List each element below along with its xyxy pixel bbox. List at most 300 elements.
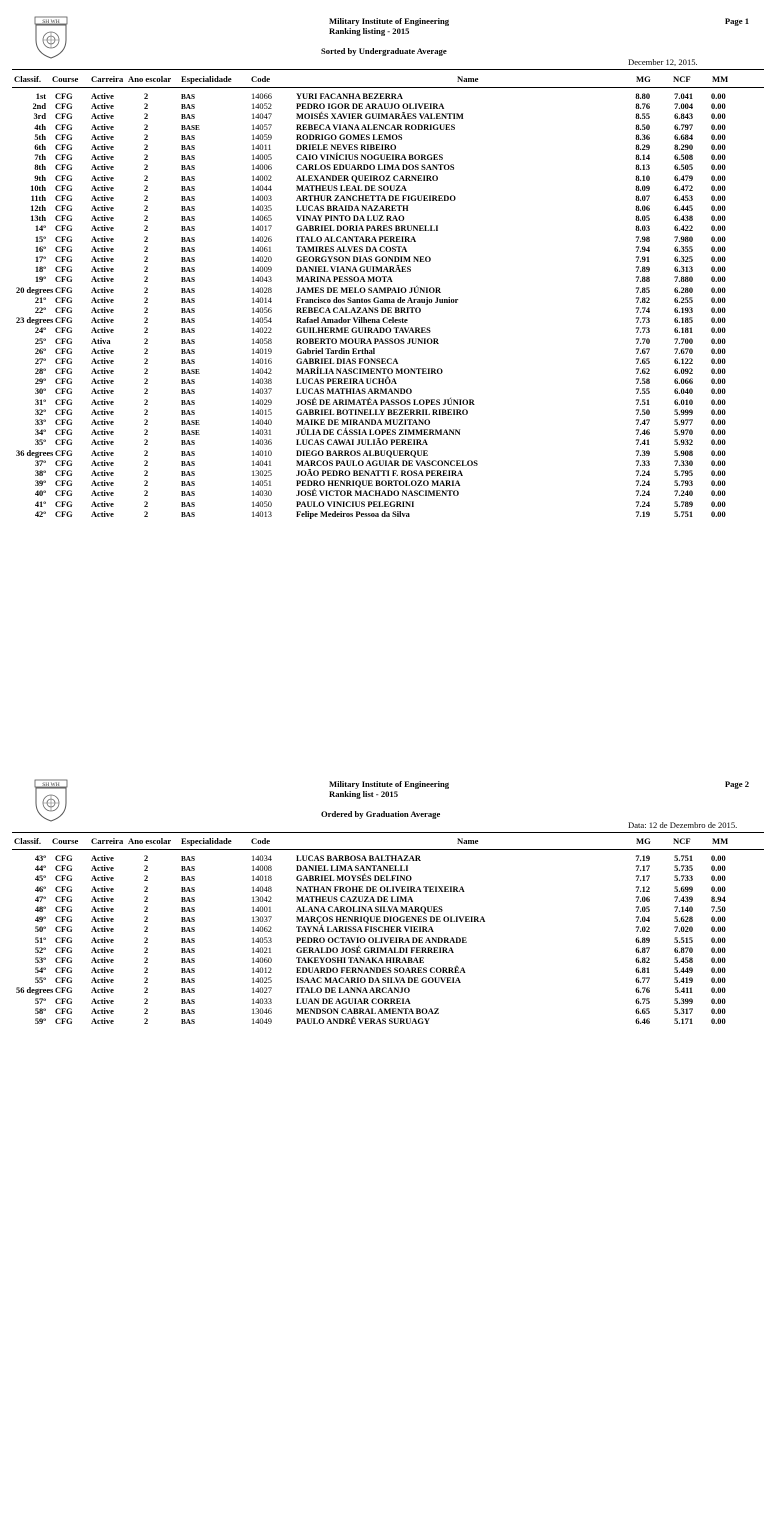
especialidade-cell: BAS — [181, 977, 195, 986]
ncf-cell: 6.453 — [674, 193, 693, 203]
mm-cell: 0.00 — [711, 122, 726, 132]
ano-cell: 2 — [144, 509, 149, 519]
code-cell: 14010 — [251, 448, 272, 458]
mm-cell: 0.00 — [711, 489, 726, 499]
mm-cell: 0.00 — [711, 204, 726, 214]
carreira-cell: Active — [91, 915, 114, 925]
course-cell: CFG — [55, 173, 73, 183]
ano-cell: 2 — [144, 387, 149, 397]
especialidade-cell: BAS — [181, 245, 195, 254]
table-row — [0, 489, 768, 499]
code-cell: 14025 — [251, 976, 272, 986]
mg-cell: 7.24 — [635, 468, 650, 478]
ano-cell: 2 — [144, 1017, 149, 1026]
ano-cell: 2 — [144, 356, 149, 366]
ano-cell: 2 — [144, 153, 149, 163]
ncf-cell: 6.355 — [674, 244, 693, 254]
carreira-cell: Active — [91, 153, 114, 163]
rank-cell: 3rd — [33, 112, 46, 122]
code-cell: 14015 — [251, 407, 272, 417]
rank-cell: 40º — [34, 489, 46, 499]
header-rule-bottom — [12, 87, 764, 88]
ano-cell: 2 — [144, 285, 149, 295]
rank-cell: 19º — [34, 275, 46, 285]
ano-cell: 2 — [144, 966, 149, 976]
code-cell: 14061 — [251, 244, 272, 254]
ncf-cell: 6.472 — [674, 183, 693, 193]
rank-cell: 45º — [34, 874, 46, 884]
especialidade-cell: BAS — [181, 439, 195, 448]
mg-cell: 7.47 — [635, 418, 650, 427]
rank-cell: 41º — [34, 499, 46, 509]
col-code: Code — [251, 836, 271, 846]
mm-cell: 0.00 — [711, 183, 726, 193]
course-cell: CFG — [55, 986, 73, 996]
ncf-cell: 5.449 — [674, 966, 693, 976]
especialidade-cell: BAS — [181, 926, 195, 935]
especialidade-cell: BAS — [181, 357, 195, 366]
name-cell: ROBERTO MOURA PASSOS JUNIOR — [296, 336, 439, 346]
mm-cell: 0.00 — [711, 438, 726, 448]
mg-cell: 7.50 — [635, 407, 650, 417]
name-cell: PEDRO OCTAVIO OLIVEIRA DE ANDRADE — [296, 935, 467, 945]
code-cell: 14014 — [251, 295, 272, 305]
mg-cell: 8.14 — [635, 153, 650, 163]
carreira-cell: Active — [91, 122, 114, 132]
name-cell: MAIKE DE MIRANDA MUZITANO — [296, 418, 431, 427]
especialidade-cell: BAS — [181, 194, 195, 203]
name-cell: GEORGYSON DIAS GONDIM NEO — [296, 255, 432, 264]
code-cell: 14012 — [251, 966, 272, 976]
name-cell: PEDRO HENRIQUE BORTOLOZO MARIA — [296, 479, 461, 489]
mm-cell: 0.00 — [711, 407, 726, 417]
mm-cell: 0.00 — [711, 1017, 726, 1026]
mm-cell: 0.00 — [711, 468, 726, 478]
carreira-cell: Active — [91, 326, 114, 336]
header-rule-bottom — [12, 849, 764, 850]
code-cell: 14053 — [251, 935, 272, 945]
code-cell: 14044 — [251, 183, 272, 193]
table-row — [0, 204, 768, 214]
mm-cell: 0.00 — [711, 458, 726, 468]
mm-cell: 0.00 — [711, 163, 726, 173]
carreira-cell: Active — [91, 295, 114, 305]
especialidade-cell: BAS — [181, 347, 195, 356]
carreira-cell: Active — [91, 193, 114, 203]
name-cell: JOSÉ VICTOR MACHADO NASCIMENTO — [296, 489, 460, 499]
ano-cell: 2 — [144, 305, 149, 315]
especialidade-cell: BAS — [181, 205, 195, 214]
table-row — [0, 895, 768, 905]
mm-cell: 0.00 — [711, 499, 726, 509]
ano-cell: 2 — [144, 316, 149, 326]
carreira-cell: Active — [91, 397, 114, 407]
mm-cell: 0.00 — [711, 316, 726, 326]
carreira-cell: Active — [91, 387, 114, 397]
especialidade-cell: BAS — [181, 1018, 195, 1026]
code-cell: 14059 — [251, 132, 272, 142]
mg-cell: 7.51 — [635, 397, 650, 407]
carreira-cell: Active — [91, 173, 114, 183]
mg-cell: 6.65 — [635, 1006, 650, 1016]
table-row — [0, 946, 768, 956]
col-course: Course — [52, 74, 79, 84]
ano-cell: 2 — [144, 234, 149, 244]
name-cell: JÚLIA DE CÁSSIA LOPES ZIMMERMANN — [296, 428, 461, 438]
rank-cell: 16º — [34, 244, 46, 254]
mm-cell: 0.00 — [711, 966, 726, 976]
ano-cell: 2 — [144, 407, 149, 417]
name-cell: REBECA VIANA ALENCAR RODRIGUES — [296, 122, 456, 132]
especialidade-cell: BAS — [181, 235, 195, 244]
course-cell: CFG — [55, 102, 73, 112]
carreira-cell: Active — [91, 163, 114, 173]
rank-cell: 57º — [34, 996, 46, 1006]
ncf-cell: 8.290 — [674, 142, 693, 152]
rank-cell: 26º — [34, 346, 46, 356]
name-cell: YURI FACANHA BEZERRA — [296, 92, 403, 101]
ano-cell: 2 — [144, 336, 149, 346]
carreira-cell: Active — [91, 102, 114, 112]
code-cell: 14043 — [251, 275, 272, 285]
especialidade-cell: BAS — [181, 510, 195, 519]
ano-cell: 2 — [144, 418, 149, 427]
carreira-cell: Active — [91, 935, 114, 945]
code-cell: 14056 — [251, 305, 272, 315]
table-row — [0, 143, 768, 153]
carreira-cell: Active — [91, 183, 114, 193]
mm-cell: 0.00 — [711, 265, 726, 275]
mm-cell: 0.00 — [711, 448, 726, 458]
ano-cell: 2 — [144, 468, 149, 478]
name-cell: TAMIRES ALVES DA COSTA — [296, 244, 408, 254]
especialidade-cell: BAS — [181, 154, 195, 163]
carreira-cell: Active — [91, 224, 114, 234]
ncf-cell: 5.733 — [674, 874, 693, 884]
mg-cell: 8.10 — [635, 173, 650, 183]
especialidade-cell: BAS — [181, 276, 195, 285]
table-row — [0, 337, 768, 347]
course-cell: CFG — [55, 945, 73, 955]
ano-cell: 2 — [144, 996, 149, 1006]
ncf-cell: 6.066 — [674, 377, 693, 387]
especialidade-cell: BAS — [181, 967, 195, 976]
code-cell: 14054 — [251, 316, 272, 326]
rank-cell: 27º — [34, 356, 46, 366]
ncf-cell: 5.515 — [674, 935, 693, 945]
name-cell: TAYNÁ LARISSA FISCHER VIEIRA — [296, 925, 434, 935]
rank-cell: 21º — [34, 295, 46, 305]
table-row — [0, 316, 768, 326]
course-cell: CFG — [55, 509, 73, 519]
carreira-cell: Active — [91, 92, 114, 101]
course-cell: CFG — [55, 367, 73, 377]
especialidade-cell: BAS — [181, 378, 195, 387]
especialidade-cell: BAS — [181, 184, 195, 193]
especialidade-cell: BAS — [181, 946, 195, 955]
mg-cell: 8.07 — [635, 193, 650, 203]
rank-cell: 17º — [34, 255, 46, 264]
table-row — [0, 123, 768, 133]
rank-cell: 4th — [34, 122, 46, 132]
ncf-cell: 6.870 — [674, 945, 693, 955]
ano-cell: 2 — [144, 945, 149, 955]
rank-cell: 39º — [34, 479, 46, 489]
carreira-cell: Active — [91, 945, 114, 955]
course-cell: CFG — [55, 479, 73, 489]
table-row — [0, 418, 768, 428]
code-cell: 14038 — [251, 377, 272, 387]
name-cell: VINAY PINTO DA LUZ RAO — [296, 214, 405, 224]
name-cell: MARCOS PAULO AGUIAR DE VASCONCELOS — [296, 458, 478, 468]
ncf-cell: 6.422 — [674, 224, 693, 234]
name-cell: JOÃO PEDRO BENATTI F. ROSA PEREIRA — [296, 468, 464, 478]
ncf-cell: 7.670 — [674, 346, 693, 356]
table-row — [0, 102, 768, 112]
especialidade-cell: BASE — [181, 368, 200, 377]
course-cell: CFG — [55, 377, 73, 387]
carreira-cell: Active — [91, 438, 114, 448]
especialidade-cell: BAS — [181, 956, 195, 965]
table-row — [0, 347, 768, 357]
especialidade-cell: BAS — [181, 936, 195, 945]
mg-cell: 7.70 — [635, 336, 650, 346]
ncf-cell: 7.980 — [674, 234, 693, 244]
carreira-cell: Active — [91, 285, 114, 295]
table-row — [0, 296, 768, 306]
table-row — [0, 235, 768, 245]
ano-cell: 2 — [144, 874, 149, 884]
course-cell: CFG — [55, 112, 73, 122]
course-cell: CFG — [55, 935, 73, 945]
table-row — [0, 112, 768, 122]
carreira-cell: Active — [91, 356, 114, 366]
course-cell: CFG — [55, 92, 73, 101]
ano-cell: 2 — [144, 295, 149, 305]
ncf-cell: 5.419 — [674, 976, 693, 986]
carreira-cell: Active — [91, 234, 114, 244]
ano-cell: 2 — [144, 438, 149, 448]
course-cell: CFG — [55, 955, 73, 965]
ano-cell: 2 — [144, 499, 149, 509]
code-cell: 14036 — [251, 438, 272, 448]
course-cell: CFG — [55, 468, 73, 478]
rank-cell: 8th — [34, 163, 46, 173]
mm-cell: 0.00 — [711, 387, 726, 397]
ncf-cell: 5.932 — [674, 438, 693, 448]
carreira-cell: Active — [91, 1006, 114, 1016]
mg-cell: 7.91 — [635, 255, 650, 264]
mm-cell: 0.00 — [711, 102, 726, 112]
name-cell: EDUARDO FERNANDES SOARES CORRÊA — [296, 966, 466, 976]
especialidade-cell: BASE — [181, 429, 200, 438]
ano-cell: 2 — [144, 163, 149, 173]
course-cell: CFG — [55, 326, 73, 336]
code-cell: 13025 — [251, 468, 272, 478]
mm-cell: 0.00 — [711, 367, 726, 377]
table-row — [0, 214, 768, 224]
especialidade-cell: BAS — [181, 895, 195, 904]
mm-cell: 0.00 — [711, 925, 726, 935]
rank-cell: 29º — [34, 377, 46, 387]
ncf-cell: 6.181 — [674, 326, 693, 336]
mg-cell: 7.82 — [635, 295, 650, 305]
especialidade-cell: BAS — [181, 317, 195, 326]
carreira-cell: Active — [91, 112, 114, 122]
name-cell: GABRIEL DORIA PARES BRUNELLI — [296, 224, 439, 234]
ncf-cell: 6.684 — [674, 132, 693, 142]
code-cell: 14018 — [251, 874, 272, 884]
course-cell: CFG — [55, 122, 73, 132]
name-cell: NATHAN FROHE DE OLIVEIRA TEIXEIRA — [296, 884, 465, 894]
ncf-cell: 5.699 — [674, 884, 693, 894]
table-row — [0, 398, 768, 408]
ncf-cell: 6.193 — [674, 305, 693, 315]
mg-cell: 7.58 — [635, 377, 650, 387]
table-row — [0, 275, 768, 285]
ncf-cell: 7.330 — [674, 458, 693, 468]
table-row — [0, 936, 768, 946]
col-name: Name — [457, 74, 479, 84]
code-cell: 14022 — [251, 326, 272, 336]
name-cell: ISAAC MACARIO DA SILVA DE GOUVEIA — [296, 976, 461, 986]
course-cell: CFG — [55, 397, 73, 407]
mm-cell: 0.00 — [711, 356, 726, 366]
course-cell: CFG — [55, 295, 73, 305]
ano-cell: 2 — [144, 904, 149, 914]
ncf-cell: 6.508 — [674, 153, 693, 163]
mg-cell: 7.02 — [635, 925, 650, 935]
ncf-cell: 7.140 — [674, 904, 693, 914]
especialidade-cell: BAS — [181, 490, 195, 499]
name-cell: MARINA PESSOA MOTA — [296, 275, 393, 285]
name-cell: MATHEUS CAZUZA DE LIMA — [296, 894, 414, 904]
ncf-cell: 5.411 — [674, 986, 693, 996]
ano-cell: 2 — [144, 244, 149, 254]
report-header — [321, 16, 450, 56]
ncf-cell: 6.843 — [674, 112, 693, 122]
mm-cell: 0.00 — [711, 326, 726, 336]
col-carreira: Carreira — [91, 74, 124, 84]
mg-cell: 7.06 — [635, 894, 650, 904]
course-cell: CFG — [55, 132, 73, 142]
name-cell: PEDRO IGOR DE ARAUJO OLIVEIRA — [296, 102, 445, 112]
mm-cell: 0.00 — [711, 224, 726, 234]
crest-text: SH WH — [42, 781, 60, 788]
ano-cell: 2 — [144, 1006, 149, 1016]
carreira-cell: Active — [91, 255, 114, 264]
ncf-cell: 7.700 — [674, 336, 693, 346]
rank-cell: 20 degrees — [16, 285, 54, 295]
report-subtitle: Ranking list - 2015 — [329, 789, 399, 799]
rank-cell: 35º — [34, 438, 46, 448]
mg-cell: 7.89 — [635, 265, 650, 275]
mm-cell: 0.00 — [711, 234, 726, 244]
mm-cell: 0.00 — [711, 255, 726, 264]
rank-cell: 7th — [34, 153, 46, 163]
rank-cell: 15º — [34, 234, 46, 244]
carreira-cell: Active — [91, 305, 114, 315]
code-cell: 14058 — [251, 336, 272, 346]
ano-cell: 2 — [144, 925, 149, 935]
mm-cell: 0.00 — [711, 92, 726, 101]
table-row — [0, 367, 768, 377]
name-cell: GABRIEL DIAS FONSECA — [296, 356, 399, 366]
name-cell: GABRIEL BOTINELLY BEZERRIL RIBEIRO — [296, 407, 469, 417]
rank-cell: 33º — [34, 418, 46, 427]
table-row — [0, 184, 768, 194]
code-cell: 14009 — [251, 265, 272, 275]
table-row — [0, 286, 768, 296]
course-cell: CFG — [55, 915, 73, 925]
ano-cell: 2 — [144, 183, 149, 193]
mg-cell: 8.50 — [635, 122, 650, 132]
name-cell: ARTHUR ZANCHETTA DE FIGUEIREDO — [296, 193, 456, 203]
mm-cell: 0.00 — [711, 377, 726, 387]
ncf-cell: 7.439 — [674, 894, 693, 904]
course-cell: CFG — [55, 244, 73, 254]
table-row — [0, 469, 768, 479]
code-cell: 14006 — [251, 163, 272, 173]
especialidade-cell: BAS — [181, 225, 195, 234]
rank-cell: 48º — [34, 904, 46, 914]
ncf-cell: 5.795 — [674, 468, 693, 478]
mg-cell: 7.88 — [635, 275, 650, 285]
mm-cell: 0.00 — [711, 418, 726, 427]
mg-cell: 7.74 — [635, 305, 650, 315]
name-cell: LUCAS MATHIAS ARMANDO — [296, 387, 413, 397]
mg-cell: 8.13 — [635, 163, 650, 173]
name-cell: REBECA CALAZANS DE BRITO — [296, 305, 422, 315]
header-rule-top — [12, 69, 764, 70]
ano-cell: 2 — [144, 214, 149, 224]
mm-cell: 0.00 — [711, 244, 726, 254]
code-cell: 14005 — [251, 153, 272, 163]
report-subtitle: Ranking listing - 2015 — [329, 26, 410, 36]
course-cell: CFG — [55, 255, 73, 264]
report-page-1 — [0, 0, 768, 760]
course-cell: CFG — [55, 214, 73, 224]
carreira-cell: Active — [91, 448, 114, 458]
mg-cell: 7.19 — [635, 854, 650, 863]
mm-cell: 0.00 — [711, 173, 726, 183]
course-cell: CFG — [55, 356, 73, 366]
especialidade-cell: BAS — [181, 500, 195, 509]
mg-cell: 7.24 — [635, 499, 650, 509]
rank-cell: 31º — [34, 397, 46, 407]
ano-cell: 2 — [144, 193, 149, 203]
table-row — [0, 194, 768, 204]
mm-cell: 0.00 — [711, 295, 726, 305]
mm-cell: 0.00 — [711, 336, 726, 346]
especialidade-cell: BAS — [181, 164, 195, 173]
rank-cell: 55º — [34, 976, 46, 986]
carreira-cell: Active — [91, 874, 114, 884]
especialidade-cell: BAS — [181, 327, 195, 336]
ncf-cell: 6.313 — [674, 265, 693, 275]
ano-cell: 2 — [144, 265, 149, 275]
course-cell: CFG — [55, 336, 73, 346]
name-cell: DIEGO BARROS ALBUQUERQUE — [296, 448, 429, 458]
mm-cell: 0.00 — [711, 864, 726, 874]
code-cell: 14026 — [251, 234, 272, 244]
ncf-cell: 5.171 — [674, 1017, 693, 1026]
ncf-cell: 7.880 — [674, 275, 693, 285]
code-cell: 14003 — [251, 193, 272, 203]
report-header — [321, 779, 450, 819]
mg-cell: 7.41 — [635, 438, 650, 448]
code-cell: 14027 — [251, 986, 272, 996]
